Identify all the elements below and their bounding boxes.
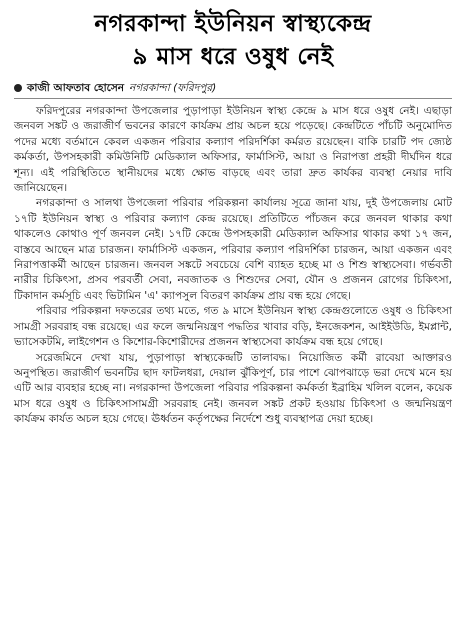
bullet-icon [14, 84, 22, 92]
paragraph: নগরকান্দা ও সালথা উপজেলা পরিবার পরিকল্পনা কার্যালয় সূত্রে জানা যায়, দুই উপজেলায় মোট ১৭টি ইউনিয়ন স্বাস্থ্য ও পরিবার কল্যাণ কেন্দ্র রয়েছে। প্রতিটিতে পাঁচজন করে জনবল থাকার কথা থাকলেও কোথাও পূর্ণ জনবল নেই। ১৭টি কেন্দ্রে উপসহকারী মেডিক্যাল অফিসার থাকার কথা ১৭ জন, বাস্তবে আছেন মাত্র চারজন। ফার্মাসিস্ট একজন, পরিবার কল্যাণ পরিদর্শিকা চারজন, আয়া একজন এবং নিরাপত্তাকর্মী আছেন চারজন। জনবল সঙ্কটে সবচেয়ে বেশি ব্যাহত হচ্ছে মা ও শিশু স্বাস্থ্যসেবা। গর্ভবতী নারীর চিকিৎসা, প্রসব পরবর্তী সেবা, নবজাতক ও শিশুদের সেবা, যৌন ও প্রজনন রোগের চিকিৎসা, টিকাদান কর্মসূচি এবং ভিটামিন 'এ' ক্যাপসুল বিতরণ কার্যক্রম প্রায় বন্ধ হয়ে গেছে। [14, 197, 452, 302]
byline-place: নগরকান্দা (ফরিদপুর) [129, 82, 217, 94]
byline [14, 81, 452, 95]
paragraph: সরেজমিনে দেখা যায়, পুড়াপাড়া স্বাস্থ্যকেন্দ্রটি তালাবদ্ধ। নিয়োজিত কর্মী রাবেয়া আক্তারও অনুপস্থিত। জরাজীর্ণ ভবনটির ছাদ ফাটলধরা, দেয়াল ঝুঁকিপূর্ণ, চার পাশে ঝোপঝাড়ে ভরা দেখে মনে হয় এটি আর ব্যবহার হচ্ছে না। নগরকান্দা উপজেলা পরিবার পরিকল্পনা কর্মকর্তা ইব্রাহিম খলিল বলেন, কয়েক মাস ধরে ওষুধ ও চিকিৎসাসামগ্রী সরবরাহ নেই। জনবল সঙ্কট প্রকট হওয়ায় চিকিৎসা ও জন্মনিয়ন্ত্রণ কার্যক্রম কার্যত অচল হয়ে গেছে। ঊর্ধ্বতন কর্তৃপক্ষের নির্দেশে শুধু ব্যবস্থাপত্র দেয়া হচ্ছে। [14, 351, 452, 426]
paragraph: পরিবার পরিকল্পনা দফতরের তথ্য মতে, গত ৯ মাসে ইউনিয়ন স্বাস্থ্য কেন্দ্রগুলোতে ওষুধ ও চিকিৎসা সামগ্রী সরবরাহ বন্ধ রয়েছে। এর ফলে জন্মনিয়ন্ত্রণ পদ্ধতির খাবার বড়ি, ইনজেকশন, আইইউডি, ইমপ্লান্ট, ভ্যাসেকটমি, লাইগেশন ও কিশোর-কিশোরীদের প্রজনন স্বাস্থ্যসেবা কার্যক্রম বন্ধ হয়ে গেছে। [14, 305, 452, 349]
paragraph: ফরিদপুরের নগরকান্দা উপজেলার পুড়াপাড়া ইউনিয়ন স্বাস্থ্য কেন্দ্রে ৯ মাস ধরে ওষুধ নেই। এছাড়া জনবল সঙ্কট ও জরাজীর্ণ ভবনের কারণে কার্যক্রম প্রায় অচল হয়ে পড়েছে। কেন্দ্রটিতে পাঁচটি অনুমোদিত পদের মধ্যে বর্তমানে কেবল একজন পরিবার কল্যাণ পরিদর্শিকা কর্মরত রয়েছেন। বাকি চারটি পদ জ্যেষ্ঠ কর্মকর্তা, উপসহকারী কমিউনিটি মেডিক্যাল অফিসার, ফার্মাসিস্ট, আয়া ও নিরাপত্তা প্রহরী দীর্ঘদিন ধরে শূন্য। এই পরিস্থিতিতে স্থানীয়দের মধ্যে ক্ষোভ বাড়ছে এবং তারা দ্রুত কার্যকর ব্যবস্থা নেয়ার দাবি জানিয়েছেন। [14, 105, 452, 195]
article-body [14, 104, 452, 428]
headline-line-2: ৯ মাস ধরে ওষুধ নেই [132, 44, 334, 70]
headline-line-1: নগরকান্দা ইউনিয়ন স্বাস্থ্যকেন্দ্র [94, 11, 372, 37]
headline [14, 8, 452, 74]
byline-divider [14, 98, 452, 99]
byline-author: কাজী আফতাব হোসেন [27, 82, 125, 94]
